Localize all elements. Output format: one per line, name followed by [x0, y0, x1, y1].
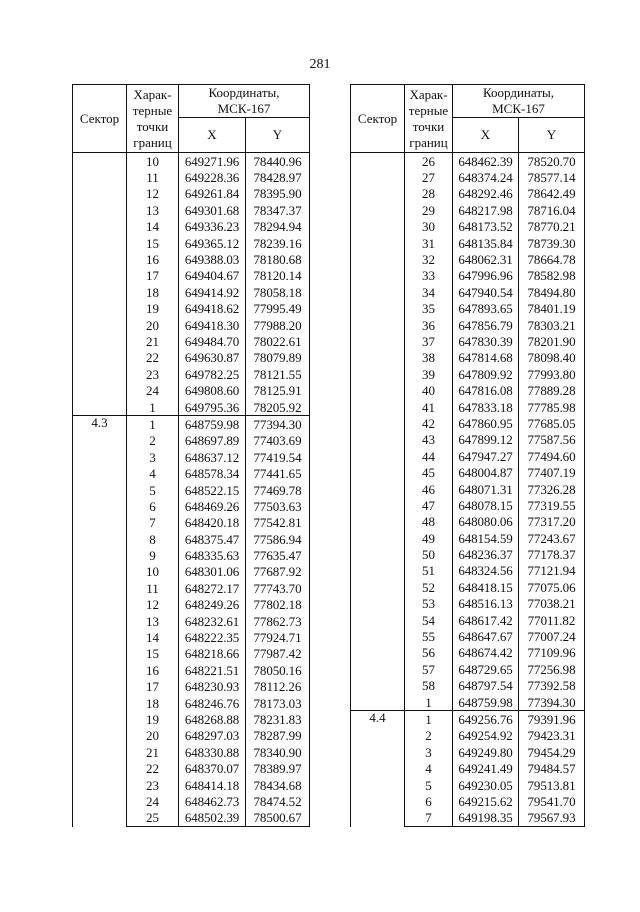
point-number-cell: 23 [127, 366, 179, 382]
x-coordinate-cell: 649271.96 [179, 153, 246, 170]
y-coordinate-cell: 77542.81 [246, 515, 310, 531]
x-coordinate-cell: 647809.92 [453, 366, 519, 382]
point-number-cell: 57 [405, 661, 453, 677]
point-number-cell: 17 [127, 679, 179, 695]
header-coordinates: Координаты, МСК-167 [179, 85, 310, 118]
y-coordinate-cell: 77075.06 [519, 579, 585, 595]
point-number-cell: 58 [405, 678, 453, 694]
point-number-cell: 50 [405, 546, 453, 562]
y-coordinate-cell: 78520.70 [519, 153, 585, 170]
header-x: X [453, 118, 519, 153]
point-number-cell: 45 [405, 464, 453, 480]
y-coordinate-cell: 78716.04 [519, 202, 585, 218]
point-number-cell: 55 [405, 628, 453, 644]
y-coordinate-cell: 78642.49 [519, 186, 585, 202]
y-coordinate-cell: 78664.78 [519, 251, 585, 267]
y-coordinate-cell: 77889.28 [519, 382, 585, 398]
y-coordinate-cell: 78347.37 [246, 202, 310, 218]
x-coordinate-cell: 648462.73 [179, 793, 246, 809]
x-coordinate-cell: 648637.12 [179, 449, 246, 465]
point-number-cell: 21 [127, 333, 179, 349]
y-coordinate-cell: 77394.30 [246, 416, 310, 433]
y-coordinate-cell: 77326.28 [519, 481, 585, 497]
point-number-cell: 10 [127, 564, 179, 580]
y-coordinate-cell: 77503.63 [246, 498, 310, 514]
point-number-cell: 20 [127, 317, 179, 333]
y-coordinate-cell: 77319.55 [519, 497, 585, 513]
point-number-cell: 48 [405, 514, 453, 530]
y-coordinate-cell: 78050.16 [246, 662, 310, 678]
header-characteristic-points: Харак- терные точки границ [405, 85, 453, 153]
x-coordinate-cell: 648154.59 [453, 530, 519, 546]
point-number-cell: 1 [405, 694, 453, 711]
x-coordinate-cell: 648230.93 [179, 679, 246, 695]
right-table-body [351, 153, 585, 827]
x-coordinate-cell: 649228.36 [179, 169, 246, 185]
x-coordinate-cell: 649795.36 [179, 399, 246, 416]
y-coordinate-cell: 78022.61 [246, 333, 310, 349]
y-coordinate-cell: 79567.93 [519, 810, 585, 827]
coordinates-table-right [350, 84, 585, 827]
x-coordinate-cell: 648222.35 [179, 629, 246, 645]
y-coordinate-cell: 77243.67 [519, 530, 585, 546]
y-coordinate-cell: 79391.96 [519, 711, 585, 728]
point-number-cell: 41 [405, 399, 453, 415]
y-coordinate-cell: 77407.19 [519, 464, 585, 480]
point-number-cell: 11 [127, 580, 179, 596]
point-number-cell: 40 [405, 382, 453, 398]
x-coordinate-cell: 648729.65 [453, 661, 519, 677]
point-number-cell: 3 [405, 744, 453, 760]
point-number-cell: 20 [127, 728, 179, 744]
point-number-cell: 42 [405, 415, 453, 431]
y-coordinate-cell: 79454.29 [519, 744, 585, 760]
y-coordinate-cell: 77586.94 [246, 531, 310, 547]
x-coordinate-cell: 649782.25 [179, 366, 246, 382]
point-number-cell: 27 [405, 169, 453, 185]
header-sector: Сектор [351, 85, 405, 153]
header-characteristic-points: Харак- терные точки границ [127, 85, 179, 153]
x-coordinate-cell: 648414.18 [179, 777, 246, 793]
y-coordinate-cell: 77785.98 [519, 399, 585, 415]
point-number-cell: 13 [127, 202, 179, 218]
y-coordinate-cell: 78494.80 [519, 284, 585, 300]
table-row [73, 153, 310, 170]
page-number: 281 [309, 57, 331, 72]
y-coordinate-cell: 78231.83 [246, 711, 310, 727]
x-coordinate-cell: 649418.30 [179, 317, 246, 333]
point-number-cell: 31 [405, 235, 453, 251]
y-coordinate-cell: 78303.21 [519, 317, 585, 333]
y-coordinate-cell: 78340.90 [246, 744, 310, 760]
x-coordinate-cell: 648420.18 [179, 515, 246, 531]
sector-cell: 4.3 [73, 416, 127, 827]
point-number-cell: 35 [405, 301, 453, 317]
x-coordinate-cell: 647860.95 [453, 415, 519, 431]
x-coordinate-cell: 649414.92 [179, 284, 246, 300]
y-coordinate-cell: 77687.92 [246, 564, 310, 580]
x-coordinate-cell: 648078.15 [453, 497, 519, 513]
x-coordinate-cell: 648617.42 [453, 612, 519, 628]
x-coordinate-cell: 647899.12 [453, 432, 519, 448]
y-coordinate-cell: 78120.14 [246, 268, 310, 284]
y-coordinate-cell: 77494.60 [519, 448, 585, 464]
y-coordinate-cell: 79541.70 [519, 793, 585, 809]
x-coordinate-cell: 648502.39 [179, 810, 246, 827]
point-number-cell: 6 [405, 793, 453, 809]
y-coordinate-cell: 78770.21 [519, 219, 585, 235]
x-coordinate-cell: 647814.68 [453, 350, 519, 366]
x-coordinate-cell: 649261.84 [179, 186, 246, 202]
y-coordinate-cell: 79484.57 [519, 760, 585, 776]
point-number-cell: 25 [127, 810, 179, 827]
x-coordinate-cell: 649254.92 [453, 728, 519, 744]
y-coordinate-cell: 77403.69 [246, 433, 310, 449]
point-number-cell: 7 [405, 810, 453, 827]
x-coordinate-cell: 647947.27 [453, 448, 519, 464]
x-coordinate-cell: 649808.60 [179, 382, 246, 398]
point-number-cell: 1 [127, 416, 179, 433]
table-row [351, 711, 585, 728]
x-coordinate-cell: 648418.15 [453, 579, 519, 595]
point-number-cell: 9 [127, 547, 179, 563]
point-number-cell: 1 [405, 711, 453, 728]
x-coordinate-cell: 648218.66 [179, 646, 246, 662]
y-coordinate-cell: 77011.82 [519, 612, 585, 628]
x-coordinate-cell: 648674.42 [453, 645, 519, 661]
point-number-cell: 56 [405, 645, 453, 661]
x-coordinate-cell: 649249.80 [453, 744, 519, 760]
x-coordinate-cell: 648797.54 [453, 678, 519, 694]
point-number-cell: 17 [127, 268, 179, 284]
header-sector: Сектор [73, 85, 127, 153]
point-number-cell: 15 [127, 646, 179, 662]
point-number-cell: 8 [127, 531, 179, 547]
x-coordinate-cell: 649404.67 [179, 268, 246, 284]
table-row [73, 416, 310, 433]
x-coordinate-cell: 648232.61 [179, 613, 246, 629]
x-coordinate-cell: 648578.34 [179, 465, 246, 481]
y-coordinate-cell: 77109.96 [519, 645, 585, 661]
point-number-cell: 22 [127, 760, 179, 776]
point-number-cell: 11 [127, 169, 179, 185]
x-coordinate-cell: 647816.08 [453, 382, 519, 398]
y-coordinate-cell: 78395.90 [246, 186, 310, 202]
y-coordinate-cell: 77685.05 [519, 415, 585, 431]
y-coordinate-cell: 78434.68 [246, 777, 310, 793]
x-coordinate-cell: 649215.62 [453, 793, 519, 809]
point-number-cell: 23 [127, 777, 179, 793]
y-coordinate-cell: 77256.98 [519, 661, 585, 677]
y-coordinate-cell: 77317.20 [519, 514, 585, 530]
point-number-cell: 28 [405, 186, 453, 202]
x-coordinate-cell: 649198.35 [453, 810, 519, 827]
point-number-cell: 2 [405, 728, 453, 744]
y-coordinate-cell: 77419.54 [246, 449, 310, 465]
y-coordinate-cell: 77802.18 [246, 597, 310, 613]
point-number-cell: 15 [127, 235, 179, 251]
header-y: Y [519, 118, 585, 153]
point-number-cell: 43 [405, 432, 453, 448]
x-coordinate-cell: 648292.46 [453, 186, 519, 202]
point-number-cell: 37 [405, 333, 453, 349]
x-coordinate-cell: 647833.18 [453, 399, 519, 415]
sector-cell: 4.4 [351, 711, 405, 827]
point-number-cell: 12 [127, 597, 179, 613]
y-coordinate-cell: 78239.16 [246, 235, 310, 251]
x-coordinate-cell: 648080.06 [453, 514, 519, 530]
point-number-cell: 12 [127, 186, 179, 202]
x-coordinate-cell: 648462.39 [453, 153, 519, 170]
y-coordinate-cell: 77394.30 [519, 694, 585, 711]
x-coordinate-cell: 648297.03 [179, 728, 246, 744]
x-coordinate-cell: 648217.98 [453, 202, 519, 218]
x-coordinate-cell: 649256.76 [453, 711, 519, 728]
y-coordinate-cell: 77121.94 [519, 563, 585, 579]
y-coordinate-cell: 77038.21 [519, 596, 585, 612]
point-number-cell: 26 [405, 153, 453, 170]
y-coordinate-cell: 78582.98 [519, 268, 585, 284]
point-number-cell: 5 [405, 777, 453, 793]
point-number-cell: 14 [127, 219, 179, 235]
y-coordinate-cell: 78173.03 [246, 695, 310, 711]
point-number-cell: 54 [405, 612, 453, 628]
x-coordinate-cell: 648135.84 [453, 235, 519, 251]
y-coordinate-cell: 77178.37 [519, 546, 585, 562]
table-row [351, 153, 585, 170]
x-coordinate-cell: 647830.39 [453, 333, 519, 349]
point-number-cell: 44 [405, 448, 453, 464]
x-coordinate-cell: 648221.51 [179, 662, 246, 678]
y-coordinate-cell: 78577.14 [519, 169, 585, 185]
x-coordinate-cell: 649418.62 [179, 301, 246, 317]
y-coordinate-cell: 77743.70 [246, 580, 310, 596]
point-number-cell: 36 [405, 317, 453, 333]
point-number-cell: 49 [405, 530, 453, 546]
y-coordinate-cell: 78079.89 [246, 350, 310, 366]
y-coordinate-cell: 77924.71 [246, 629, 310, 645]
point-number-cell: 47 [405, 497, 453, 513]
x-coordinate-cell: 649230.05 [453, 777, 519, 793]
x-coordinate-cell: 648272.17 [179, 580, 246, 596]
x-coordinate-cell: 647940.54 [453, 284, 519, 300]
point-number-cell: 46 [405, 481, 453, 497]
x-coordinate-cell: 648004.87 [453, 464, 519, 480]
point-number-cell: 30 [405, 219, 453, 235]
point-number-cell: 10 [127, 153, 179, 170]
point-number-cell: 51 [405, 563, 453, 579]
y-coordinate-cell: 77635.47 [246, 547, 310, 563]
y-coordinate-cell: 77988.20 [246, 317, 310, 333]
x-coordinate-cell: 649241.49 [453, 760, 519, 776]
y-coordinate-cell: 77441.65 [246, 465, 310, 481]
point-number-cell: 4 [405, 760, 453, 776]
point-number-cell: 6 [127, 498, 179, 514]
y-coordinate-cell: 78112.26 [246, 679, 310, 695]
point-number-cell: 16 [127, 251, 179, 267]
point-number-cell: 19 [127, 301, 179, 317]
point-number-cell: 1 [127, 399, 179, 416]
x-coordinate-cell: 647893.65 [453, 301, 519, 317]
x-coordinate-cell: 647996.96 [453, 268, 519, 284]
y-coordinate-cell: 77862.73 [246, 613, 310, 629]
y-coordinate-cell: 79423.31 [519, 728, 585, 744]
x-coordinate-cell: 648236.37 [453, 546, 519, 562]
x-coordinate-cell: 648697.89 [179, 433, 246, 449]
x-coordinate-cell: 648173.52 [453, 219, 519, 235]
point-number-cell: 53 [405, 596, 453, 612]
point-number-cell: 24 [127, 382, 179, 398]
y-coordinate-cell: 78180.68 [246, 251, 310, 267]
point-number-cell: 39 [405, 366, 453, 382]
point-number-cell: 3 [127, 449, 179, 465]
left-table-body [73, 153, 310, 827]
x-coordinate-cell: 648522.15 [179, 482, 246, 498]
point-number-cell: 18 [127, 695, 179, 711]
x-coordinate-cell: 648062.31 [453, 251, 519, 267]
x-coordinate-cell: 648759.98 [179, 416, 246, 433]
header-x: X [179, 118, 246, 153]
coordinates-table-left [72, 84, 310, 827]
y-coordinate-cell: 78389.97 [246, 760, 310, 776]
x-coordinate-cell: 648071.31 [453, 481, 519, 497]
sector-cell [351, 153, 405, 711]
x-coordinate-cell: 648759.98 [453, 694, 519, 711]
point-number-cell: 34 [405, 284, 453, 300]
point-number-cell: 21 [127, 744, 179, 760]
point-number-cell: 4 [127, 465, 179, 481]
y-coordinate-cell: 78440.96 [246, 153, 310, 170]
y-coordinate-cell: 78098.40 [519, 350, 585, 366]
x-coordinate-cell: 648249.26 [179, 597, 246, 613]
y-coordinate-cell: 78500.67 [246, 810, 310, 827]
x-coordinate-cell: 648469.26 [179, 498, 246, 514]
x-coordinate-cell: 648335.63 [179, 547, 246, 563]
x-coordinate-cell: 648246.76 [179, 695, 246, 711]
point-number-cell: 38 [405, 350, 453, 366]
header-coordinates: Координаты, МСК-167 [453, 85, 585, 118]
y-coordinate-cell: 77987.42 [246, 646, 310, 662]
x-coordinate-cell: 648268.88 [179, 711, 246, 727]
y-coordinate-cell: 78294.94 [246, 219, 310, 235]
x-coordinate-cell: 647856.79 [453, 317, 519, 333]
y-coordinate-cell: 77587.56 [519, 432, 585, 448]
x-coordinate-cell: 649484.70 [179, 333, 246, 349]
point-number-cell: 24 [127, 793, 179, 809]
y-coordinate-cell: 78201.90 [519, 333, 585, 349]
y-coordinate-cell: 77469.78 [246, 482, 310, 498]
x-coordinate-cell: 649301.68 [179, 202, 246, 218]
y-coordinate-cell: 78474.52 [246, 793, 310, 809]
y-coordinate-cell: 78205.92 [246, 399, 310, 416]
y-coordinate-cell: 78058.18 [246, 284, 310, 300]
x-coordinate-cell: 649365.12 [179, 235, 246, 251]
x-coordinate-cell: 649388.03 [179, 251, 246, 267]
y-coordinate-cell: 77392.58 [519, 678, 585, 694]
y-coordinate-cell: 77993.80 [519, 366, 585, 382]
point-number-cell: 16 [127, 662, 179, 678]
point-number-cell: 5 [127, 482, 179, 498]
point-number-cell: 19 [127, 711, 179, 727]
x-coordinate-cell: 648301.06 [179, 564, 246, 580]
y-coordinate-cell: 79513.81 [519, 777, 585, 793]
x-coordinate-cell: 648370.07 [179, 760, 246, 776]
x-coordinate-cell: 648330.88 [179, 744, 246, 760]
point-number-cell: 22 [127, 350, 179, 366]
y-coordinate-cell: 78401.19 [519, 301, 585, 317]
point-number-cell: 2 [127, 433, 179, 449]
x-coordinate-cell: 648324.56 [453, 563, 519, 579]
point-number-cell: 33 [405, 268, 453, 284]
point-number-cell: 52 [405, 579, 453, 595]
y-coordinate-cell: 78739.30 [519, 235, 585, 251]
x-coordinate-cell: 648374.24 [453, 169, 519, 185]
point-number-cell: 18 [127, 284, 179, 300]
point-number-cell: 32 [405, 251, 453, 267]
y-coordinate-cell: 78428.97 [246, 169, 310, 185]
x-coordinate-cell: 648647.67 [453, 628, 519, 644]
y-coordinate-cell: 77995.49 [246, 301, 310, 317]
y-coordinate-cell: 78121.55 [246, 366, 310, 382]
point-number-cell: 13 [127, 613, 179, 629]
sector-cell [73, 153, 127, 416]
y-coordinate-cell: 78125.91 [246, 382, 310, 398]
point-number-cell: 14 [127, 629, 179, 645]
y-coordinate-cell: 77007.24 [519, 628, 585, 644]
point-number-cell: 29 [405, 202, 453, 218]
header-y: Y [246, 118, 310, 153]
x-coordinate-cell: 648375.47 [179, 531, 246, 547]
x-coordinate-cell: 649630.87 [179, 350, 246, 366]
y-coordinate-cell: 78287.99 [246, 728, 310, 744]
x-coordinate-cell: 649336.23 [179, 219, 246, 235]
point-number-cell: 7 [127, 515, 179, 531]
x-coordinate-cell: 648516.13 [453, 596, 519, 612]
